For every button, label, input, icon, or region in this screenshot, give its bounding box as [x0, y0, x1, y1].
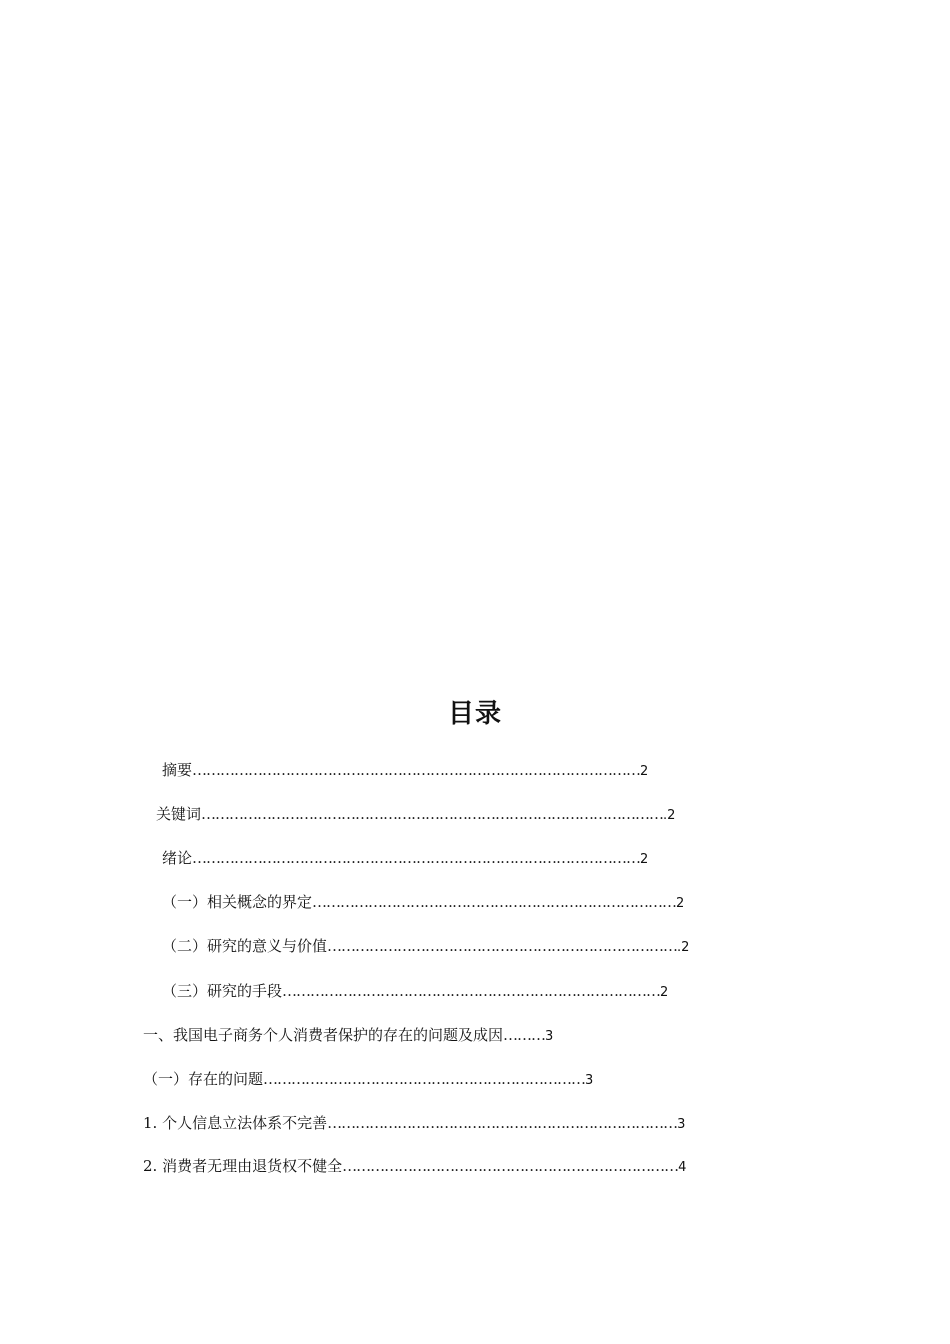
toc-page-number: .2 — [663, 808, 676, 823]
toc-entry-abstract[interactable] — [162, 758, 648, 782]
toc-entry-legislation[interactable] — [143, 1111, 685, 1135]
toc-page-number: 3 — [585, 1073, 594, 1088]
toc-leader-dots: ……………………………………………………………… — [342, 1157, 679, 1175]
toc-leader-dots: ………………………………………………………………… — [327, 937, 678, 955]
toc-entry-label: 1. 个人信息立法体系不完善 — [143, 1114, 328, 1132]
toc-leader-dots: …………………………………………………………………………………… — [192, 761, 641, 779]
toc-page-number: 4 — [678, 1160, 687, 1175]
toc-entry-keywords[interactable] — [156, 802, 675, 826]
toc-entry-existing-problems[interactable] — [143, 1067, 593, 1091]
toc-entry-concepts[interactable] — [162, 890, 684, 914]
toc-leader-dots: …………………………………………………………………… — [312, 893, 677, 911]
toc-entry-significance[interactable] — [162, 934, 689, 958]
toc-entry-label: 关键词 — [156, 805, 202, 823]
toc-page-number: 2 — [640, 852, 649, 867]
toc-page-number: 2 — [676, 896, 685, 911]
toc-entry-methods[interactable] — [162, 979, 668, 1003]
toc-entry-chapter-one[interactable] — [143, 1023, 553, 1047]
toc-leader-dots: ……… — [503, 1026, 546, 1044]
toc-entry-label: （一）相关概念的界定 — [162, 893, 313, 911]
toc-leader-dots: …………………………………………………………………………………… — [192, 849, 641, 867]
toc-page-number: .2 — [677, 940, 690, 955]
toc-entry-label: （二）研究的意义与价值 — [162, 937, 328, 955]
toc-entry-introduction[interactable] — [162, 846, 648, 870]
toc-entry-label: 2. 消费者无理由退货权不健全 — [143, 1157, 343, 1175]
toc-page-number: 3 — [545, 1029, 554, 1044]
toc-page-number: 2 — [640, 764, 649, 779]
toc-title: 目录 — [447, 699, 502, 729]
toc-entry-label: （一）存在的问题 — [143, 1070, 264, 1088]
toc-leader-dots: …………………………………………………………… — [263, 1070, 586, 1088]
toc-entry-label: 一、我国电子商务个人消费者保护的存在的问题及成因 — [143, 1026, 504, 1044]
toc-entry-label: 绪论 — [162, 849, 193, 867]
toc-entry-label: 摘要 — [162, 761, 193, 779]
toc-leader-dots: ………………………………………………………………… — [327, 1114, 678, 1132]
toc-page-number: 3 — [677, 1117, 686, 1132]
toc-page-number: 2 — [660, 985, 669, 1000]
toc-entry-label: （三）研究的手段 — [162, 982, 283, 1000]
toc-entry-return-rights[interactable] — [143, 1154, 686, 1178]
toc-leader-dots: ……………………………………………………………………… — [282, 982, 661, 1000]
toc-leader-dots: ……………………………………………………………………………………… — [201, 805, 664, 823]
